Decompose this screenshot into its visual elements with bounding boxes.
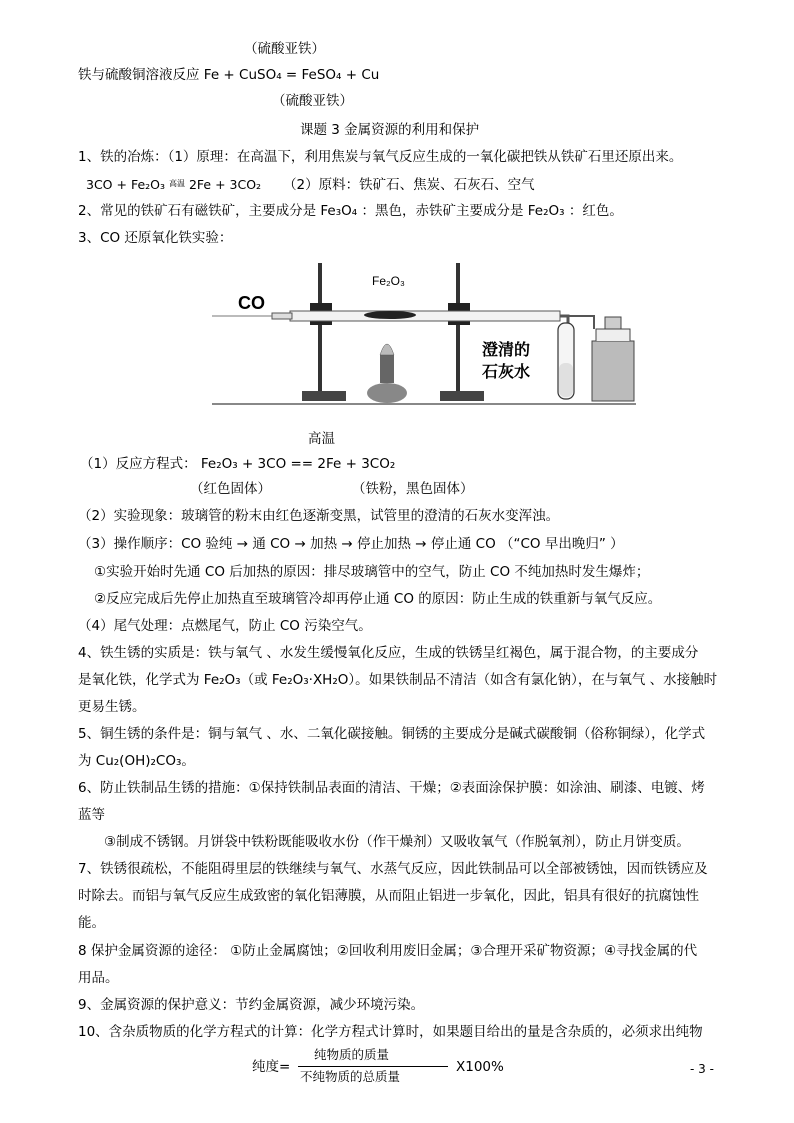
raw-materials: （2）原料：铁矿石、焦炭、石灰石、空气 <box>283 177 535 193</box>
item-9: 9、金属资源的保护意义：节约金属资源，减少环境污染。 <box>78 997 425 1013</box>
eq-reactants: 3CO + Fe₂O₃ <box>86 177 165 192</box>
item-1-principle: 1、铁的冶炼：（1）原理：在高温下，利用焦炭与氧气反应生成的一氧化碳把铁从铁矿石里还原出来。 <box>78 149 683 165</box>
experiment-phenomenon: （2）实验现象：玻璃管的粉末由红色逐渐变黑，试管里的澄清的石灰水变浑浊。 <box>78 508 560 524</box>
reason-2: ②反应完成后先停止加热直至玻璃管冷却再停止通 CO 的原因：防止生成的铁重新与氧气反应。 <box>94 591 662 607</box>
item-4-line-2: 是氧化铁，化学式为 Fe₂O₃（或 Fe₂O₃·XH₂O）。如果铁制品不清洁（如含有氯化钠），在与氧气 、水接触时 <box>78 672 718 688</box>
item-3-heading: 3、CO 还原氧化铁实验： <box>78 230 233 246</box>
page-number: - 3 - <box>690 1062 714 1076</box>
item-5-line-2: 为 Cu₂(OH)₂CO₃。 <box>78 753 195 769</box>
reason-1: ①实验开始时先通 CO 后加热的原因：排尽玻璃管中的空气，防止 CO 不纯加热时发生爆炸； <box>94 564 650 580</box>
reaction-equation: （1）反应方程式： Fe₂O₃ + 3CO == 2Fe + 3CO₂ <box>80 456 396 472</box>
eq-condition: 高温 <box>168 179 185 188</box>
item-10: 10、含杂质物质的化学方程式的计算：化学方程式计算时，如果题目给出的量是含杂质的，必须求出纯物 <box>78 1024 703 1040</box>
item-7-line-3: 能。 <box>78 915 105 931</box>
fraction-line <box>298 1066 448 1067</box>
formula-numerator: 纯物质的质量 <box>314 1047 390 1062</box>
label-fe2o3: Fe₂O₃ <box>372 274 405 288</box>
item-7-line-2: 时除去。而铝与氧气反应生成致密的氧化铝薄膜，从而阻止铝进一步氧化，因此，铝具有很好的抗腐蚀性 <box>78 888 699 904</box>
label-limewater-1: 澄清的 <box>482 340 531 359</box>
note-red-solid: （红色固体） <box>190 481 271 497</box>
section-title: 课题 3 金属资源的利用和保护 <box>300 122 480 138</box>
item-4-line-3: 更易生锈。 <box>78 699 146 715</box>
formula-times: X100% <box>456 1059 504 1075</box>
note-black-solid: （铁粉，黑色固体） <box>352 481 474 497</box>
note-ferrous-sulfate-1: （硫酸亚铁） <box>244 41 325 57</box>
tail-gas: （4）尾气处理：点燃尾气，防止 CO 污染空气。 <box>78 618 372 634</box>
note-ferrous-sulfate-2: （硫酸亚铁） <box>272 93 353 109</box>
item-6-line-2: 蓝等 <box>78 807 105 823</box>
label-limewater-2: 石灰水 <box>482 362 531 381</box>
eq-products: 2Fe + 3CO₂ <box>188 177 262 192</box>
item-6-line-3: ③制成不锈钢。月饼袋中铁粉既能吸收水份（作干燥剂）又吸收氧气（作脱氧剂），防止月饼变质。 <box>104 834 690 850</box>
item-5-line-1: 5、铜生锈的条件是：铜与氧气 、水、二氧化碳接触。铜锈的主要成分是碱式碳酸铜（俗称铜绿），化学式 <box>78 726 706 742</box>
item-7-line-1: 7、铁锈很疏松，不能阻碍里层的铁继续与氧气、水蒸气反应，因此铁制品可以全部被锈蚀，因而铁锈应及 <box>78 861 708 877</box>
reaction-condition: 高温 <box>308 431 335 447</box>
item-8-line-1: 8 保护金属资源的途径： ①防止金属腐蚀；②回收利用废旧金属；③合理开采矿物资源；④寻找金属的代 <box>78 943 698 959</box>
item-6-line-1: 6、防止铁制品生锈的措施：①保持铁制品表面的清洁、干燥；②表面涂保护膜：如涂油、刷漆、电镀、烤 <box>78 780 705 796</box>
item-8-line-2: 用品。 <box>78 970 119 986</box>
label-co: CO <box>238 293 265 313</box>
item-4-line-1: 4、铁生锈的实质是：铁与氧气 、水发生缓慢氧化反应，生成的铁锈呈红褐色，属于混合物，的主要成分 <box>78 645 699 661</box>
co-reduction-apparatus-diagram <box>212 263 636 409</box>
formula-label: 纯度= <box>252 1059 291 1075</box>
item-2-ores: 2、常见的铁矿石有磁铁矿，主要成分是 Fe₃O₄ ：黑色，赤铁矿主要成分是 Fe₂O₃ ：红色。 <box>78 203 623 219</box>
item-1-equation <box>86 175 535 194</box>
formula-denominator: 不纯物质的总质量 <box>300 1069 401 1084</box>
equation-fe-cuso4: 铁与硫酸铜溶液反应 Fe + CuSO₄ = FeSO₄ + Cu <box>78 67 380 83</box>
operation-order: （3）操作顺序：CO 验纯 → 通 CO → 加热 → 停止加热 → 停止通 CO （“CO 早出晚归” ） <box>78 536 624 552</box>
